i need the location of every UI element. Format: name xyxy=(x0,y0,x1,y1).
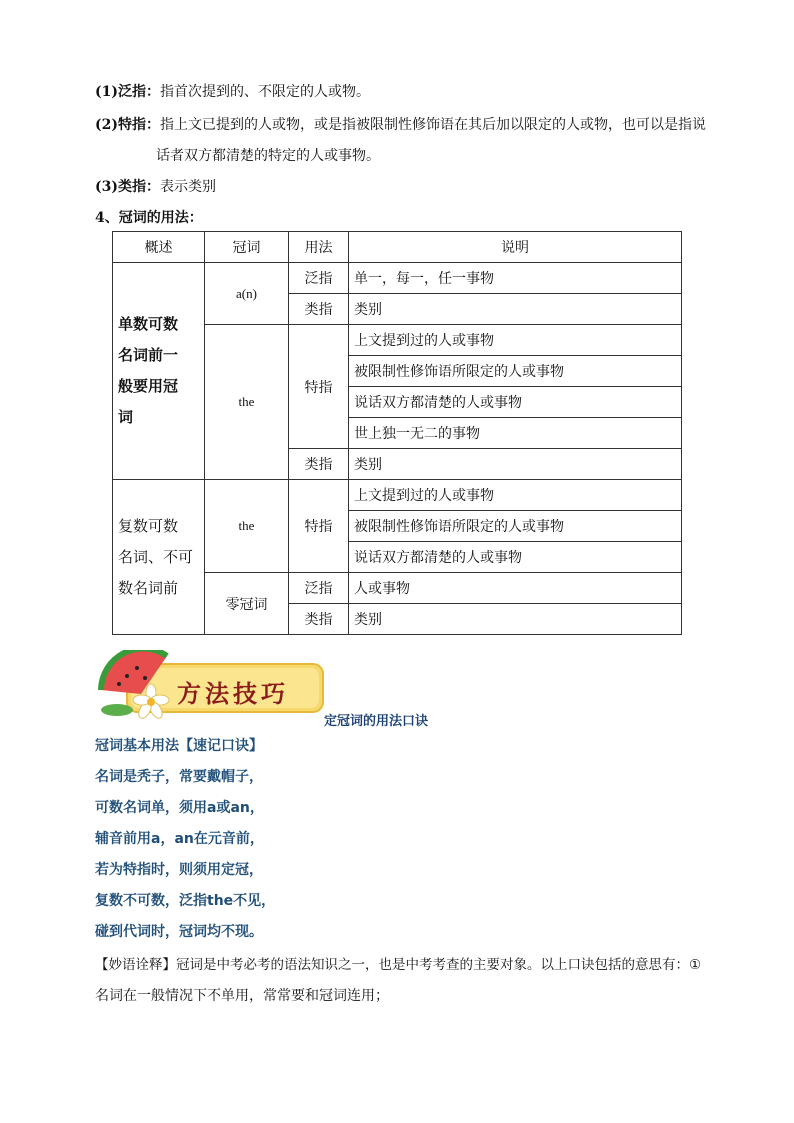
explanation-cell: 上文提到过的人或事物 xyxy=(349,325,682,356)
mnemonic-line: 可数名词单，须用a或an， xyxy=(95,800,264,816)
section-heading: 4、冠词的用法： xyxy=(95,210,203,226)
article-zero: 零冠词 xyxy=(205,573,289,635)
banner-title: 方法技巧 xyxy=(177,679,289,708)
header-usage: 用法 xyxy=(289,232,349,263)
method-tips-banner xyxy=(97,650,325,722)
definition-class xyxy=(95,177,216,197)
header-explanation: 说明 xyxy=(349,232,682,263)
table-row xyxy=(113,480,682,511)
explanation-cell: 类别 xyxy=(349,449,682,480)
mnemonic-line: 辅音前用a，an在元音前， xyxy=(95,831,264,847)
explanation-line: 名词在一般情况下不单用，常常要和冠词连用； xyxy=(95,988,389,1004)
usage-specific: 特指 xyxy=(289,325,349,449)
definition-specific xyxy=(95,115,706,135)
header-overview: 概述 xyxy=(113,232,205,263)
usage-class: 类指 xyxy=(289,294,349,325)
explanation-cell: 类别 xyxy=(349,604,682,635)
explanation-cell: 单一，每一，任一事物 xyxy=(349,263,682,294)
explanation-cell: 说话双方都清楚的人或事物 xyxy=(349,542,682,573)
usage-general: 泛指 xyxy=(289,573,349,604)
usage-specific: 特指 xyxy=(289,480,349,573)
explanation-cell: 被限制性修饰语所限定的人或事物 xyxy=(349,356,682,387)
header-article: 冠词 xyxy=(205,232,289,263)
table-row xyxy=(113,263,682,294)
explanation-cell: 被限制性修饰语所限定的人或事物 xyxy=(349,511,682,542)
explanation-cell: 上文提到过的人或事物 xyxy=(349,480,682,511)
definition-label: (2)特指： xyxy=(95,117,160,133)
usage-class: 类指 xyxy=(289,449,349,480)
definition-text: 表示类别 xyxy=(160,179,216,195)
mnemonic-line: 复数不可数，泛指the不见， xyxy=(95,893,276,909)
explanation-line: 【妙语诠释】冠词是中考必考的语法知识之一，也是中考考查的主要对象。以上口诀包括的意思有：① xyxy=(95,957,702,973)
explanation-cell: 说话双方都清楚的人或事物 xyxy=(349,387,682,418)
definition-label: (3)类指： xyxy=(95,179,160,195)
mnemonic-line: 名词是秃子，常要戴帽子， xyxy=(95,769,263,785)
article-usage-table xyxy=(112,231,682,635)
definition-specific-cont: 话者双方都清楚的特定的人或事物。 xyxy=(156,148,380,164)
usage-class: 类指 xyxy=(289,604,349,635)
article-the: the xyxy=(205,480,289,573)
mnemonic-title: 冠词基本用法【速记口诀】 xyxy=(95,738,263,754)
explanation-cell: 人或事物 xyxy=(349,573,682,604)
mnemonic-line: 碰到代词时，冠词均不现。 xyxy=(95,924,263,940)
banner-subtitle: 定冠词的用法口诀 xyxy=(324,714,429,729)
article-the: the xyxy=(205,325,289,480)
overview-singular: 单数可数 名词前一 般要用冠 词 xyxy=(113,263,205,480)
mnemonic-line: 若为特指时，则须用定冠， xyxy=(95,862,263,878)
explanation-cell: 类别 xyxy=(349,294,682,325)
definition-general xyxy=(95,82,370,102)
overview-plural-uncountable: 复数可数 名词、不可 数名词前 xyxy=(113,480,205,635)
definition-label: (1)泛指： xyxy=(95,84,160,100)
table-header-row xyxy=(113,232,682,263)
explanation-cell: 世上独一无二的事物 xyxy=(349,418,682,449)
definition-text: 指首次提到的、不限定的人或物。 xyxy=(160,84,370,100)
definition-text: 指上文已提到的人或物，或是指被限制性修饰语在其后加以限定的人或物，也可以是指说 xyxy=(160,117,706,133)
usage-general: 泛指 xyxy=(289,263,349,294)
article-a-an: a(n) xyxy=(205,263,289,325)
